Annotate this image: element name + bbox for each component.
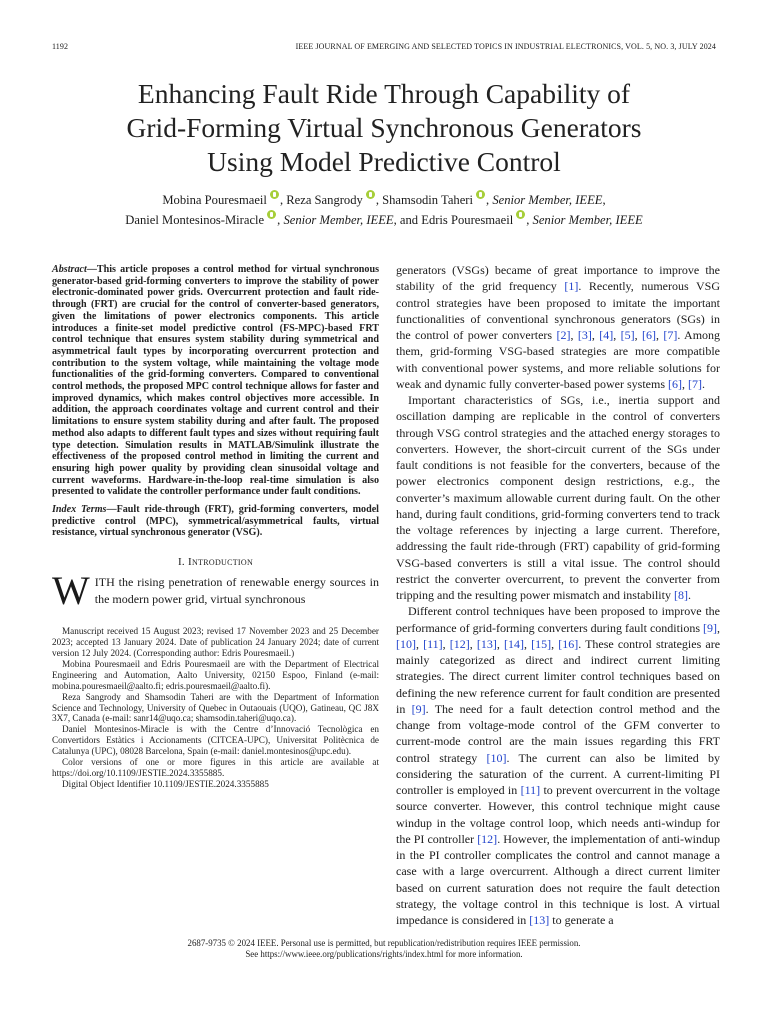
author-name: Shamsodin Taheri [382,193,474,207]
author-name: Daniel Montesinos-Miracle [125,213,265,227]
author-name: Mobina Pouresmaeil [162,193,267,207]
section-heading [52,556,379,568]
copyright-line: 2687-9735 © 2024 IEEE. Personal use is permitted, but republication/redistribution requires IEEE permission. [187,938,581,948]
footnote: Digital Object Identifier 10.1109/JESTIE.2024.3355885 [62,778,269,789]
citation-link[interactable]: [16] [558,636,579,651]
page-header [52,42,716,56]
footnote: Daniel Montesinos-Miracle is with the Centre d’Innovació Tecnològica en Convertidors Estàtics i Accionaments (CITCEA-UPC), Universitat Politècnica de Catalunya (UPC), 08028 Barcelona, Spain (e-mail: daniel.montesinos@upc.edu). [52,724,379,757]
author-name: Reza Sangrody [286,193,363,207]
right-column [396,262,720,928]
copyright-footer [40,938,728,960]
abstract-text: —This article proposes a control method for virtual synchronous generator-based grid-forming converters to improve the stability of power electronic-dominated power grids. Overcurrent protection and fault ride-through (FRT) are crucial for the control of converter-based generators, given the limitations of power electronics components. This article introduces a finite-set model predictive control (FS-MPC)-based FRT control technique that ensures system stability during symmetrical and asymmetrical fault types by incorporating overcurrent protection and contribution to the system voltage, while maintaining the voltage mode functionalities of the grid-forming converters. Compared to conventional control methods, the proposed MPC control technique allows for faster and improved dynamics, which makes control objectives more accessible. In addition, the approach coordinates voltage and current control and their limitations to ensure system stability during and after fault. The proposed method also adapts to different fault types and sizes without requiring fault type detection. Simulation results in MATLAB/Simulink illustrate the effectiveness of the proposed control method in limiting the current and ensuring high power quality by providing clean sinusoidal voltage and current waveforms. Hardware-in-the-loop real-time simulation is also presented to validate the controller performance under fault conditions. [52,264,379,498]
citation-link[interactable]: [6] [668,376,683,391]
citation-link[interactable]: [9] [703,620,717,635]
orcid-icon[interactable] [267,210,276,219]
orcid-icon[interactable] [366,190,375,199]
citation-link[interactable]: [13] [476,636,497,651]
citation-link[interactable]: [12] [449,636,470,651]
citation-link[interactable]: [1] [564,279,579,294]
rights-line: See https://www.ieee.org/publications/rights/index.html for more information. [245,949,523,959]
citation-link[interactable]: [13] [529,913,550,927]
section-number: I. [177,556,185,569]
citation-link[interactable]: [11] [520,783,541,797]
left-column [52,264,379,790]
footnote: Manuscript received 15 August 2023; revised 17 November 2023 and 25 December 2023; accepted 13 January 2024. Date of publication 24 January 2024; date of current version 12 July 2024. (Corresponding author: Edris Pouresmaeil.) [52,626,379,658]
paper-title [40,77,728,179]
citation-link[interactable]: [5] [620,328,635,342]
author-membership: Senior Member, IEEE [283,213,394,227]
intro-paragraph [52,568,379,614]
citation-link[interactable]: [15] [531,636,552,651]
citation-link[interactable]: [11] [423,636,443,651]
author-line: Mobina Pouresmaeil , Reza Sangrody , Shamsodin Taheri , Senior Member, IEEE, [40,190,728,210]
author-membership: Senior Member, IEEE [532,213,643,227]
footnote: Mobina Pouresmaeil and Edris Pouresmaeil are with the Department of Electrical Engineering and Automation, Aalto University, 02150 Espoo, Finland (e-mail: mobina.pouresmaeil@aalto.fi; edris.pouresmaeil@aalto.fi). [52,658,379,691]
section-title: Introduction [188,556,254,569]
body-paragraph: Different control techniques have been proposed to improve the performance of grid-forming converters during fault conditions [9], [10], [11], [12], [13], [14], [15], [16]. These control strategies are mainly categorized as direct and indirect current limiting strategies. The direct current limiter control techniques based on defining the new reference current for fault condition are presented in [9]. The need for a fault detection control method and the change from voltage-mode control of the GFM converter to current-mode control are the main issues regarding this FRT control strategy [10]. The current can also be limited by considering the saturation of the current. A current-limiting PI controller is employed in [11] to prevent overcurrent in the voltage source converter. However, this control technique might cause windup in the voltage control loop, which needs anti-windup for the PI controller [12]. However, the implementation of anti-windup in the PI controller complicates the control and cannot manage a case with a large overcurrent. Although a direct current limiter based on current saturation does not require the fault detection strategy, the voltage control in this technique is lost. A virtual impedance is considered in [13] to generate a [396,604,721,927]
title-line: Enhancing Fault Ride Through Capability of [137,78,631,109]
author-name: Edris Pouresmaeil [421,213,514,227]
citation-link[interactable]: [10] [486,750,507,765]
citation-link[interactable]: [12] [477,831,498,846]
orcid-icon[interactable] [270,190,279,199]
citation-link[interactable]: [14] [503,636,524,651]
intro-text: ITH the rising penetration of renewable energy sources in the modern power grid, virtual synchronous [94,575,379,606]
citation-link[interactable]: [8] [673,588,688,602]
title-line: Using Model Predictive Control [207,146,561,177]
citation-link[interactable]: [7] [688,376,703,391]
orcid-icon[interactable] [476,190,485,199]
citation-link[interactable]: [9] [411,701,426,716]
author-conjunction: and [399,213,419,227]
abstract [52,264,379,498]
author-line: Daniel Montesinos-Miracle , Senior Member, IEEE, and Edris Pouresmaeil , Senior Member, IEEE [40,210,728,230]
index-terms-text: —Fault ride-through (FRT), grid-forming converters, model predictive control (MPC), symmetrical/asymmetrical faults, virtual resistance, virtual synchronous generator (VSG). [52,504,379,539]
citation-link[interactable]: [3] [577,328,592,342]
footnote: Reza Sangrody and Shamsodin Taheri are with the Department of Information Science and Technology, University of Quebec in Outaouais (UQO), Gatineau, QC J8X 3X7, Canada (e-mail: sanr14@uqo.ca; shamsodin.taheri@uqo.ca). [52,691,379,724]
citation-link[interactable]: [4] [599,328,614,342]
footnotes [52,626,379,790]
author-membership: Senior Member, IEEE [492,193,603,207]
index-terms-label: Index Terms [52,504,107,516]
citation-link[interactable]: [2] [556,328,571,342]
abstract-label: Abstract [52,264,87,275]
citation-link[interactable]: [6] [641,328,656,342]
index-terms [52,504,379,539]
page-number: 1192 [52,42,69,51]
journal-running-head: IEEE JOURNAL OF EMERGING AND SELECTED TOPICS IN INDUSTRIAL ELECTRONICS, VOL. 5, NO. 3, JULY 2024 [295,42,716,51]
citation-link[interactable]: [10] [396,636,416,651]
author-list [40,190,728,230]
citation-link[interactable]: [7] [663,328,678,342]
orcid-icon[interactable] [516,210,525,219]
body-paragraph: Important characteristics of SGs, i.e., inertia support and oscillation damping are replicable in the control of converters through VSG control strategies and the attached energy storages to converters. However, the short-circuit current of the SGs under fault conditions is not feasible for the converters, because of the power electronics component design restrictions, e.g., the converter’s maximum allowable current during fault. On the other hand, during fault conditions, grid-forming converters tend to track the voltage references by injecting a large current. Therefore, addressing the fault ride-through (FRT) capability of grid-forming VSG-based converters is still a vital issue. The control should restrict the converter overcurrent, to prevent the converter from tripping and the resulting power mismatch and instability [8]. [396,393,720,602]
title-line: Grid-Forming Virtual Synchronous Generators [126,112,642,143]
body-paragraph: generators (VSGs) became of great importance to improve the stability of the grid frequency [1]. Recently, numerous VSG control strategies have been proposed to imitate the important functionalities of conventional synchronous generators (SGs) in the control of power converters [2], [3], [4], [5], [6], [7]. Among them, grid-forming VSG-based strategies are more compatible with conventional power systems, and more reliable solutions for weak and dynamic fully converter-based power systems [6], [7]. [396,263,721,391]
footnote: Color versions of one or more figures in this article are available at https://doi.org/10.1109/JESTIE.2024.3355885. [52,757,379,778]
drop-cap: W [52,568,90,614]
